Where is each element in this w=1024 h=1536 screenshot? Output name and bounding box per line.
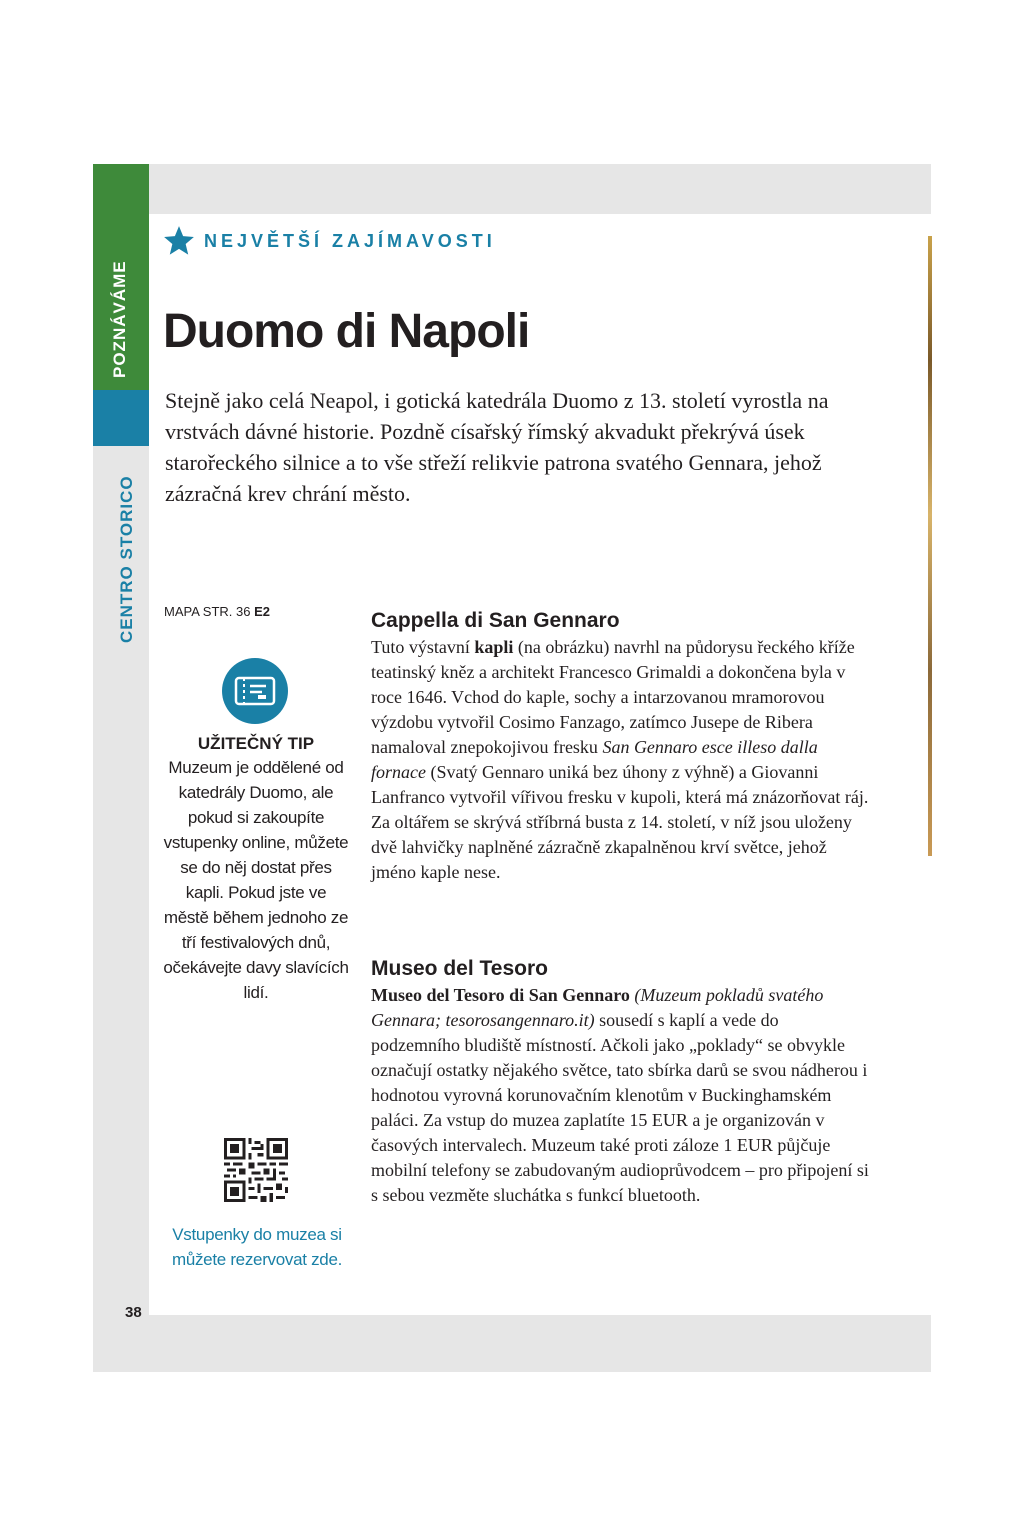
tickets-booking-link[interactable]: Vstupenky do muzea si můžete rezervovat zde. xyxy=(171,1225,343,1269)
body-text: sousedí s kaplí a vede do podzemního bludiště místností. Ačkoli jako „poklady“ se obvykle označují ostatky nějakého světce, tato sbírka darů se svou nádherou i hodnotou vyrovná korunovačním klenotům v Buckinghamském paláci. Za vstup do muzea zaplatíte 15 EUR a je organizován v časových intervalech. Muzeum také proti záloze 1 EUR půjčuje mobilní telefony se zabudovaným audioprůvodcem – pro připojení si s sebou vezměte sluchátka s funkcí bluetooth. xyxy=(371,1010,869,1205)
map-reference xyxy=(164,604,270,619)
page-number: 38 xyxy=(125,1304,142,1321)
section-tab-label: POZNÁVÁME xyxy=(110,260,129,378)
body-bold-text: Museo del Tesoro di San Gennaro xyxy=(371,985,630,1005)
section-heading: Cappella di San Gennaro xyxy=(371,609,620,632)
page-title: Duomo di Napoli xyxy=(163,305,530,358)
body-text: (Svatý Gennaro uniká bez úhony z výhně) a Giovanni Lanfranco vytvořil vířivou fresku v kupoli, která má znázorňovat ráj. Za oltářem se skrývá stříbrná busta z 14. století, v níž jsou uloženy dvě lahvičky naplněné zázračně zkapalněnou krví světce, jehož jméno kaple nese. xyxy=(371,762,869,882)
star-icon xyxy=(162,224,196,258)
highlights-label: NEJVĚTŠÍ ZAJÍMAVOSTI xyxy=(204,230,496,251)
map-reference-label: MAPA STR. 36 xyxy=(164,604,251,619)
district-tab-label: CENTRO STORICO xyxy=(117,475,136,643)
section-museo xyxy=(371,957,871,1208)
section-body xyxy=(371,983,871,1208)
useful-tip xyxy=(163,733,349,1005)
body-text: Tuto výstavní xyxy=(371,637,475,657)
ticket-icon xyxy=(222,658,288,724)
section-heading: Museo del Tesoro xyxy=(371,957,548,980)
body-italic-text: (Muzeum pokladů svatého Gennara; tesorosangennaro.it) xyxy=(371,985,824,1030)
tip-text: Muzeum je oddělené od katedrály Duomo, ale pokud si zakoupíte vstupenky online, můžete se do něj dostat přes kapli. Pokud jste ve městě během jednoho ze tří festivalových dnů, očekávejte davy slavících lidí. xyxy=(163,758,349,1002)
highlights-header xyxy=(162,224,496,258)
body-italic-text: San Gennaro esce illeso dalla fornace xyxy=(371,737,818,782)
section-body xyxy=(371,635,871,885)
body-text: (na obrázku) navrhl na půdorysu řeckého kříže teatinský kněz a architekt Francesco Grimaldi a dokončena byla v roce 1646. Vchod do kaple, sochy a intarzovanou mramorovou výzdobu vytvořil Cosimo Fanzago, zatímco Jusepe de Ribera namaloval znepokojivou fresku xyxy=(371,637,855,757)
tip-heading: UŽITEČNÝ TIP xyxy=(197,734,315,753)
section-cappella xyxy=(371,609,871,885)
district-tab xyxy=(93,390,149,446)
photo-edge-strip xyxy=(928,236,932,856)
body-bold-text: kapli xyxy=(474,637,514,657)
qr-code[interactable] xyxy=(224,1138,288,1202)
map-reference-grid: E2 xyxy=(254,604,270,619)
intro-paragraph: Stejně jako celá Neapol, i gotická katedrála Duomo z 13. století vyrostla na vrstvách dávné historie. Pozdně císařský římský akvadukt překrývá úsek starořeckého silnice a to vše střeží relikvie patrona svatého Gennara, jehož zázračná krev chrání město. xyxy=(165,388,829,506)
